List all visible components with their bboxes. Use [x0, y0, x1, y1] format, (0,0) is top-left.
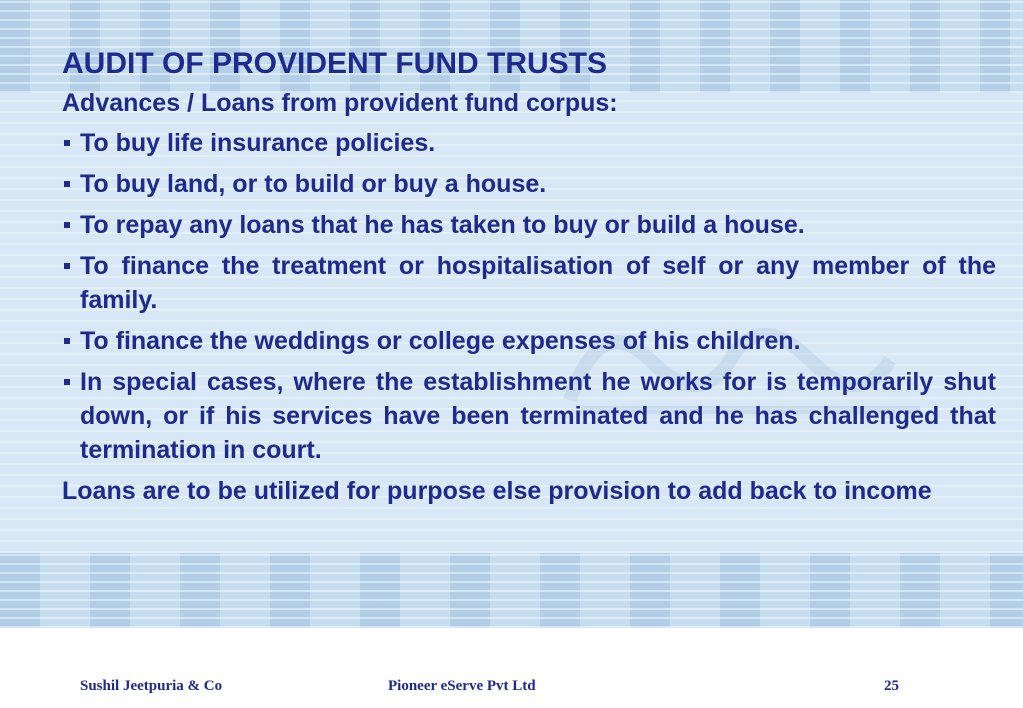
- bullet-item: [62, 365, 996, 467]
- slide-title: AUDIT OF PROVIDENT FUND TRUSTS: [62, 47, 607, 80]
- bullet-text: To finance the weddings or college expenses of his children.: [80, 327, 801, 355]
- bullet-item: [62, 126, 996, 160]
- footer-company: Sushil Jeetpuria & Co: [80, 678, 223, 694]
- bullet-list: [62, 126, 996, 467]
- closing-statement: Loans are to be utilized for purpose else provision to add back to income: [62, 477, 932, 505]
- bullet-text: To finance the treatment or hospitalisation of self or any member of the family.: [80, 252, 996, 314]
- page-number: 25: [884, 678, 899, 694]
- slide-footer: [0, 678, 1023, 702]
- square-bullet-icon: [64, 140, 70, 146]
- footer-organization: Pioneer eServe Pvt Ltd: [388, 678, 536, 694]
- bullet-text: To repay any loans that he has taken to buy or build a house.: [80, 211, 805, 239]
- bullet-item: [62, 324, 996, 358]
- square-bullet-icon: [64, 379, 70, 385]
- bullet-text: To buy land, or to build or buy a house.: [80, 170, 547, 198]
- bullet-text: To buy life insurance policies.: [80, 129, 436, 157]
- bullet-item: [62, 249, 996, 317]
- slide-subtitle: Advances / Loans from provident fund corpus:: [62, 89, 618, 117]
- square-bullet-icon: [64, 263, 70, 269]
- square-bullet-icon: [64, 222, 70, 228]
- square-bullet-icon: [64, 181, 70, 187]
- slide-content: [62, 44, 996, 508]
- background-band-bottom: [0, 553, 1023, 628]
- square-bullet-icon: [64, 338, 70, 344]
- bullet-item: [62, 208, 996, 242]
- bullet-text: In special cases, where the establishment he works for is temporarily shut down, or if his services have been terminated and he has challenged that termination in court.: [80, 368, 996, 464]
- bullet-item: [62, 167, 996, 201]
